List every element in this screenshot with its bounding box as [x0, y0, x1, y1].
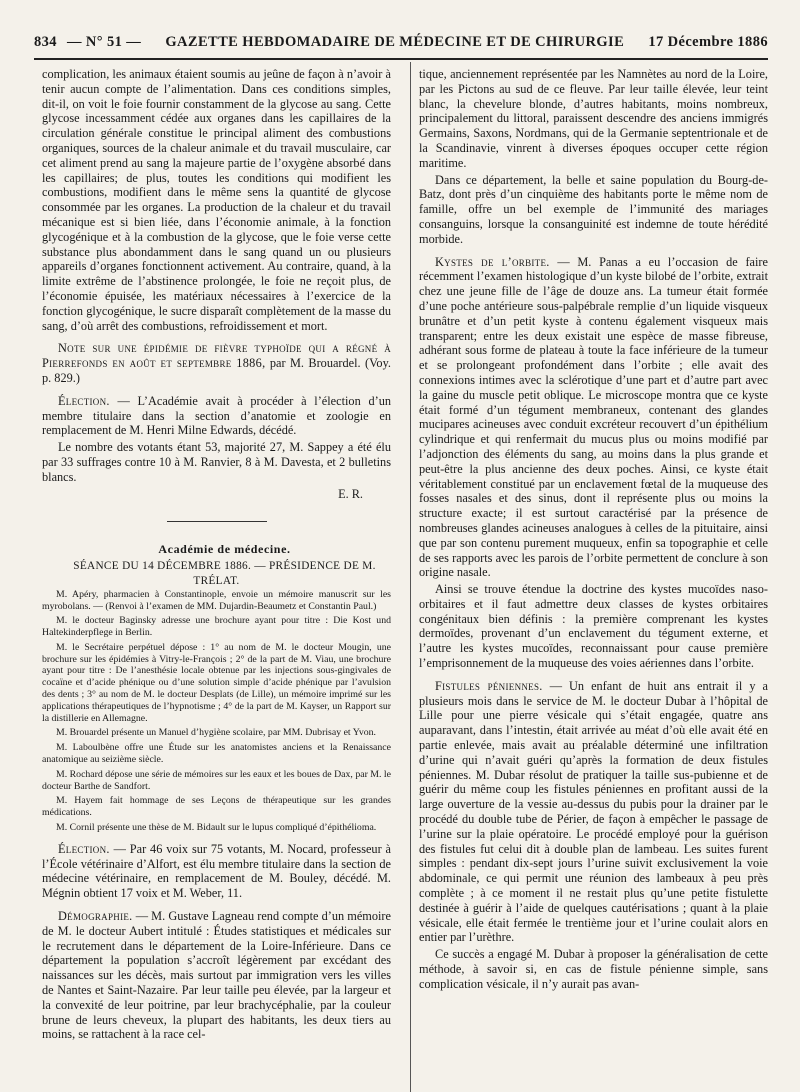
election-anatomy-votes: Le nombre des votants étant 53, majorité 27, M. Sappey a été élu par 33 suffrages contre 10 à M. Ranvier, 8 à M. Davesta, et 2 bulletins blancs.	[42, 440, 391, 484]
page-number: 834	[34, 34, 57, 50]
demography	[42, 909, 391, 1042]
election-anatomy-heading: Élection.	[58, 393, 110, 408]
penile-fistulas	[419, 679, 768, 945]
orbit-cysts-text: — M. Panas a eu l’occasion de faire récemment l’examen histologique d’un kyste bilobé de l’orbite, extrait chez une jeune fille de l’âge de douze ans. La tumeur était formée d’une poche antérieure sous-palpébrale remplie d’un liquide visqueux brunâtre et d’un petit kyste à contenu également visqueux mais transparent; entre les deux existait une espèce de masse fibreuse, adhérant sous forme de plateau à toute la face inférieure de la tumeur et se prolongeant profondément dans l’orbite ; elle avait des connexions intimes avec la sclérotique d’une part et d’autre part avec la gaine du muscle petit oblique. Le microscope montra que ce kyste était formé d’un tégument membraneux, contenant des glandes mucipares acineuses avec conduit excréteur recouvert d’un épithélium cylindrique et qui renfermait du mucus plus ou moins modifié par l’adjonction des éléments du sang, au moins dans la plus grande et peut-être la plus ancienne des deux poches. Ainsi, ce kyste était véritablement constitué par un enclavement fœtal de la muqueuse des fosses nasales et des sinus, dont il représente plus ou moins la structure exacte; il est surtout caractérisé par la présence de nombreuses glandes acineuses analogues à celles de la pituitaire, ainsi que par son contenu purement muqueux, enfin sa topographie et celle de ses rapports avec les parois de l’orbite permettent de conclure à son origine nasale.	[419, 254, 768, 580]
note-typhoid-author: par M. Brouardel. (Voy. p. 829.)	[42, 356, 391, 385]
note-typhoid	[42, 341, 391, 385]
academy-section-title: Académie de médecine.	[158, 542, 291, 557]
penile-fistulas-heading: Fistules péniennes.	[435, 678, 543, 693]
election-veterinary	[42, 842, 391, 901]
correspondence-list	[42, 589, 391, 834]
election-veterinary-text: — Par 46 voix sur 75 votants, M. Nocard, professeur à l’École vétérinaire d’Alfort, est élu membre titulaire dans la section de médecine vétérinaire, en remplacement de M. Bouley, décédé. M. Mégnin obtient 17 voix et M. Weber, 11.	[42, 841, 391, 901]
orbit-cysts-conclusion: Ainsi se trouve étendue la doctrine des kystes mucoïdes naso-orbitaires et il faut admettre deux classes de kystes orbitaires congénitaux bien définis : la première comprenant les kystes dermoïdes, provenant d’un enclavement du tégument externe, et l’autre les kystes mucoïdes, reconnaissant pour cause première l’emprisonnement de la muqueuse des voies aériennes dans l’orbite.	[419, 582, 768, 671]
correspondence-item: M. Brouardel présente un Manuel d’hygiène scolaire, par MM. Dubrisay et Yvon.	[56, 727, 376, 739]
demography-text: — M. Gustave Lagneau rend compte d’un mémoire de M. le docteur Aubert intitulé : Études statistiques et médicales sur le recrutement dans le département de la Loire-Inférieure. Dans ce département la population s’accroît légèrement par excédant des naissances sur les décès, mais surtout par immigration vers les villes de Nantes et Saint-Nazaire. Par leur taille peu élevée, par la largeur et la convexité de leur poitrine, par leur brachycéphalie, par la couleur brune de leurs cheveux, la plupart des habitants, les deux tiers au moins, se rattachent à la race cel-	[42, 909, 391, 1042]
penile-fistulas-text: — Un enfant de huit ans entrait il y a plusieurs mois dans le service de M. le docteur Dubar à l’hôpital de Lille pour une pierre vésicale qui s’était engagée, quatre ans auparavant, dans l’intestin, était arrivée au méat d’où elle avait été en partie enlevée, mais avait au préalable déterminé une infiltration d’urine qui n’avait guéri qu’après la formation de deux fistules péniennes. M. Dubar résolut de pratiquer la taille sus-pubienne et de guérir du même coup les fistules péniennes en profitant aussi de la large ouverture de la vessie au-dessus du pubis pour la drainer par le procédé du double tube de Périer, de façon à empêcher le passage de l’urine sur la plaie opératoire. Le procédé employé pour la guérison des fistules fut celui dit à double plan de lambeau. Les suites furent simples : pendant dix-sept jours l’urine suivit exclusivement la voie abdominale, ce qui permit une réunion des lambeaux à peu près complète ; à ce moment il ne restait plus qu’une petite fistulette destinée à guérir à l’aide de quelques cautérisations ; quant à la plaie vésicale, elle était fermée le trentième jour et l’urine coulait alors en entier par l’urèthre.	[419, 678, 768, 945]
correspondence-item: M. le docteur Baginsky adresse une brochure ayant pour titre : Die Kost und Haltekinderpflege in Berlin.	[42, 615, 391, 639]
issue-date: 17 Décembre 1886	[648, 34, 768, 50]
correspondence-item: M. Hayem fait hommage de ses Leçons de thérapeutique sur les grandes médications.	[42, 795, 391, 819]
left-column	[42, 67, 391, 1042]
celtic-paragraph: tique, anciennement représentée par les Namnètes au nord de la Loire, par les Pictons au sud de ce fleuve. Par leur taille élevée, leur teint blanc, la chevelure blonde, d’autres habitants, moins nombreux, principalement du littoral, paraissent descendre des anciens immigrés Germains, Saxons, Nordmans, qui de la Germanie septentrionale et de la Scandinavie, vinrent à diverses époques occuper cette région maritime.	[419, 67, 768, 170]
correspondence-item: M. Apéry, pharmacien à Constantinople, envoie un mémoire manuscrit sur les myrobolans. — (Renvoi à l’examen de MM. Dujardin-Beaumetz et Constantin Paul.)	[42, 588, 391, 612]
right-column	[419, 67, 768, 1042]
election-anatomy	[42, 394, 391, 438]
note-typhoid-title: Note sur une épidémie de fièvre typhoïde qui a régné à Pierrefonds en août et septembre 1886,	[42, 341, 391, 371]
running-head	[34, 34, 768, 54]
election-anatomy-text: — L’Académie avait à procéder à l’élection d’un membre titulaire dans la section d’anatomie et zoologie en remplacement de M. Henri Milne Edwards, décédé.	[42, 393, 391, 438]
demography-heading: Démographie.	[58, 909, 133, 924]
bourg-de-batz-paragraph: Dans ce département, la belle et saine population du Bourg-de-Batz, dont près d’un cinquième des habitants porte le même nom de famille, offre un bel exemple de l’immunité des mariages consanguins, lorsque la consanguinité est indemne de toute hérédité morbide.	[419, 172, 768, 246]
correspondence-item: M. Laboulbène offre une Étude sur les anatomistes anciens et la Renaissance anatomique au seizième siècle.	[42, 742, 391, 766]
orbit-cysts	[419, 255, 768, 581]
two-column-body	[34, 67, 768, 1042]
orbit-cysts-heading: Kystes de l’orbite.	[435, 254, 550, 269]
column-divider	[410, 62, 411, 1092]
correspondence-item: M. Cornil présente une thèse de M. Bidault sur le lupus compliqué d’épithélioma.	[56, 822, 377, 834]
section-divider	[167, 521, 267, 522]
election-veterinary-heading: Élection.	[58, 841, 110, 856]
penile-fistulas-generalisation: Ce succès a engagé M. Dubar à proposer la généralisation de cette méthode, à savoir si, en cas de fistule pénienne simple, sans complication vésicale, il n’y aurait pas avan-	[419, 947, 768, 991]
session-line: SÉANCE DU 14 DÉCEMBRE 1886. — PRÉSIDENCE DE M. TRÉLAT.	[73, 560, 376, 587]
correspondence-item: M. le Secrétaire perpétuel dépose : 1° au nom de M. le docteur Mougin, une brochure sur les épidémies à Vitry-le-François ; 2° de la part de M. Viau, une brochure ayant pour titre : De l’anesthésie locale obtenue par les injections sous-gingivales de cocaïne et d’acide phénique ou d’une solution simple d’acide phénique par l’avulsion des dents ; 3° au nom de M. le docteur Desplats (de Lille), un mémoire imprimé sur les applications thérapeutiques de l’hypnotisme ; 4° de la part de M. Kayser, un Rapport sur la distillerie en Allemagne.	[42, 641, 391, 724]
correspondence-item: M. Rochard dépose une série de mémoires sur les eaux et les boues de Dax, par M. le docteur Barthe de Sandfort.	[42, 768, 391, 792]
glycose-paragraph: complication, les animaux étaient soumis au jeûne de façon à n’avoir à tenir aucun compte de l’alimentation. Dans ces conditions simples, dit-il, on voit le foie fournir constamment de la glycose au sang. Cette glycose incessamment cédée aux organes dans les capillaires de la circulation générale constitue le principal aliment des combustions organiques, sources de la chaleur animale et du travail musculaire, car cet aliment prend au sang la majeure partie de l’oxygène absorbé dans les capillaires; de plus, toutes les conditions qui modifient les combustions, modifient dans le même sens la quantité de glycose consommée par les organes. La production de la chaleur et du travail mécanique est si bien liée, dans l’économie animale, à la fonction glycogénique et à la combustion de la glycose, que le foie verse cette substance plus abondamment dans le sang quand un ou plusieurs appareils d’organes fonctionnent activement. Au contraire, quand, à la limite extrême de l’abstinence prolongée, le foie ne reçoit plus, de l’économie épuisée, les matériaux nécessaires à l’exercice de la fonction glycogénique, le sucre disparaît complètement de la masse du sang, d’où arrêt des combustions, refroidissement et mort.	[42, 67, 391, 333]
header-rule	[34, 58, 768, 60]
signature: E. R.	[338, 486, 363, 501]
issue-number: — N° 51 —	[66, 34, 142, 50]
journal-title: GAZETTE HEBDOMADAIRE DE MÉDECINE ET DE CHIRURGIE	[165, 34, 625, 50]
